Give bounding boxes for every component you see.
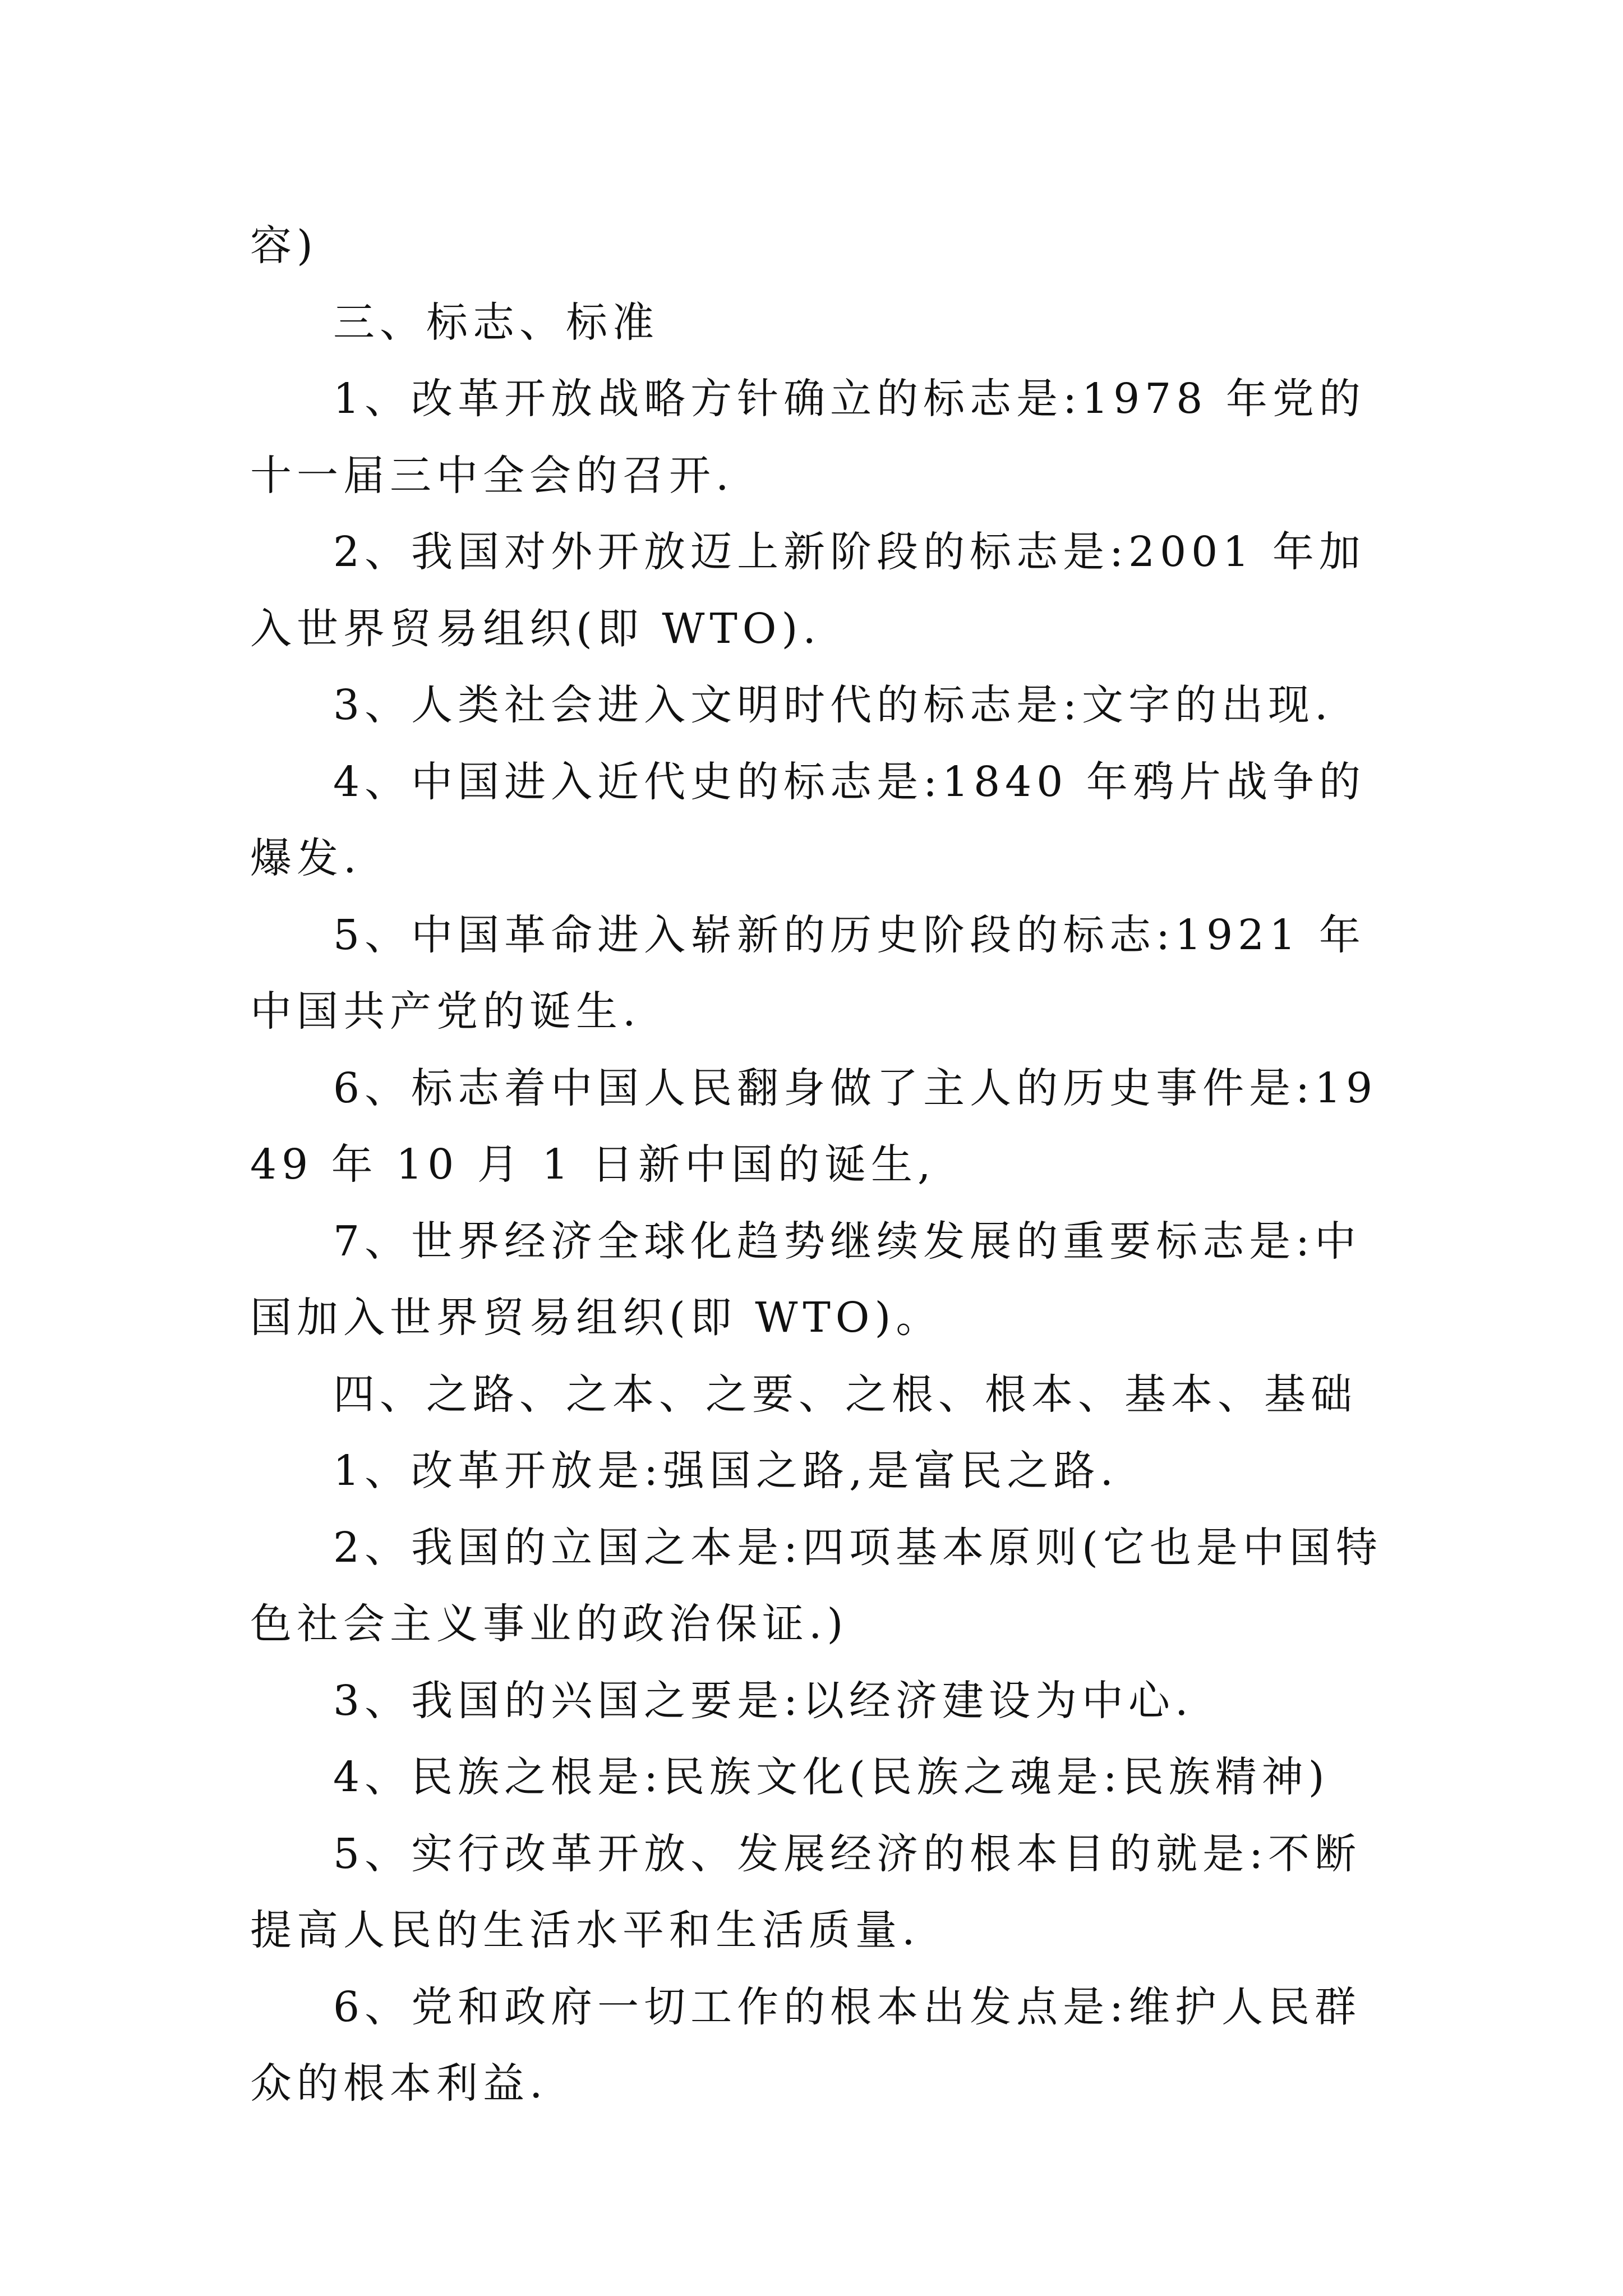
- paragraph-item: 6、党和政府一切工作的根本出发点是:维护人民群众的根本利益.: [250, 1982, 1362, 2108]
- paragraph-item: 4、民族之根是:民族文化(民族之魂是:民族精神): [333, 1753, 1330, 1801]
- paragraph-item: 7、世界经济全球化趋势继续发展的重要标志是:中国加入世界贸易组织(即 WTO)。: [250, 1217, 1362, 1342]
- section-heading-4: 四、之路、之本、之要、之根、根本、基本、基础: [333, 1370, 1357, 1419]
- paragraph-item: 3、人类社会进入文明时代的标志是:文字的出现.: [333, 681, 1333, 729]
- paragraph-item: 5、实行改革开放、发展经济的根本目的就是:不断提高人民的生活水平和生活质量.: [250, 1829, 1362, 1954]
- paragraph-continuation: 容): [250, 222, 318, 270]
- paragraph-item: 6、标志着中国人民翻身做了主人的历史事件是:1949 年 10 月 1 日新中国的诞生,: [250, 1064, 1378, 1189]
- paragraph-item: 1、改革开放是:强国之路,是富民之路.: [333, 1447, 1119, 1495]
- paragraph-item: 4、中国进入近代史的标志是:1840 年鸦片战争的爆发.: [250, 757, 1366, 882]
- paragraph-item: 3、我国的兴国之要是:以经济建设为中心.: [333, 1676, 1193, 1725]
- paragraph-item: 2、我国的立国之本是:四项基本原则(它也是中国特色社会主义事业的政治保证.): [250, 1523, 1382, 1648]
- paragraph-item: 1、改革开放战略方针确立的标志是:1978 年党的十一届三中全会的召开.: [250, 375, 1366, 500]
- document-body: [250, 208, 1390, 2122]
- section-heading-3: 三、标志、标准: [333, 298, 659, 347]
- paragraph-item: 5、中国革命进入崭新的历史阶段的标志:1921 年中国共产党的诞生.: [250, 910, 1366, 1036]
- paragraph-item: 2、我国对外开放迈上新阶段的标志是:2001 年加入世界贸易组织(即 WTO).: [250, 528, 1366, 653]
